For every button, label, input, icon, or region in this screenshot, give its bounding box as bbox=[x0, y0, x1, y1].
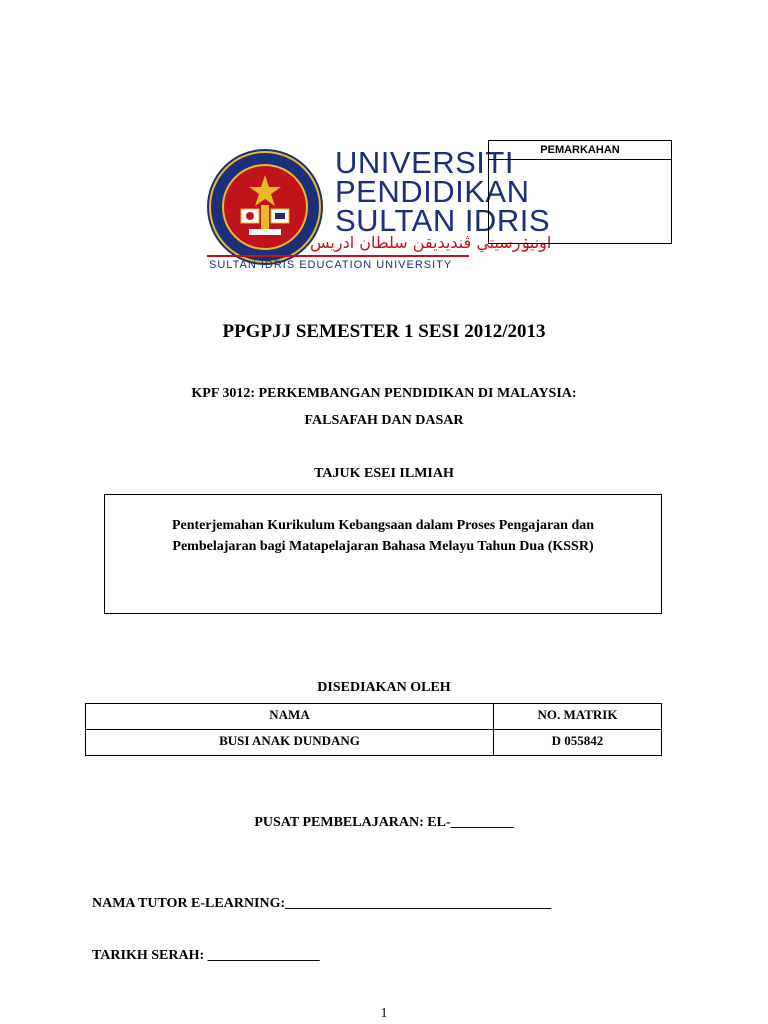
logo-jawi-text: اونيۏرسيتي ڤنديديقن سلطان ادريس bbox=[310, 233, 552, 252]
document-title: PPGPJJ SEMESTER 1 SESI 2012/2013 bbox=[222, 321, 546, 342]
logo-line-universiti: UNIVERSITI bbox=[335, 145, 514, 180]
student-matric-cell: D 055842 bbox=[494, 730, 662, 756]
logo-line-sultan-idris: SULTAN IDRIS bbox=[335, 203, 550, 238]
submission-date-field: TARIKH SERAH: ________________ bbox=[92, 948, 320, 963]
student-table bbox=[85, 703, 662, 756]
table-header-row bbox=[86, 704, 662, 730]
essay-heading: TAJUK ESEI ILMIAH bbox=[314, 466, 454, 481]
learning-center-field: PUSAT PEMBELAJARAN: EL-_________ bbox=[254, 815, 514, 830]
prepared-by-heading: DISEDIAKAN OLEH bbox=[317, 680, 451, 695]
essay-title-line-2: Pembelajaran bagi Matapelajaran Bahasa Melayu Tahun Dua (KSSR) bbox=[172, 539, 594, 554]
tutor-name-field: NAMA TUTOR E-LEARNING:______________________________________ bbox=[92, 896, 552, 911]
university-seal-icon bbox=[205, 147, 325, 267]
table-header-name: NAMA bbox=[86, 704, 494, 730]
course-line-1: KPF 3012: PERKEMBANGAN PENDIDIKAN DI MALAYSIA: bbox=[191, 386, 577, 401]
logo-english-name: SULTAN IDRIS EDUCATION UNIVERSITY bbox=[209, 259, 453, 271]
marks-box-label: PEMARKAHAN bbox=[489, 141, 671, 160]
logo-divider bbox=[207, 255, 469, 257]
course-line-2: FALSAFAH DAN DASAR bbox=[304, 413, 464, 428]
essay-title bbox=[105, 515, 661, 557]
student-name-cell: BUSI ANAK DUNDANG bbox=[86, 730, 494, 756]
essay-title-box bbox=[104, 494, 662, 614]
essay-title-line-1: Penterjemahan Kurikulum Kebangsaan dalam Proses Pengajaran dan bbox=[171, 518, 595, 533]
page-number: 1 bbox=[380, 1006, 388, 1021]
table-row bbox=[86, 730, 662, 756]
marks-box bbox=[488, 140, 672, 244]
table-header-matric: NO. MATRIK bbox=[494, 704, 662, 730]
logo-line-pendidikan: PENDIDIKAN bbox=[335, 174, 530, 209]
